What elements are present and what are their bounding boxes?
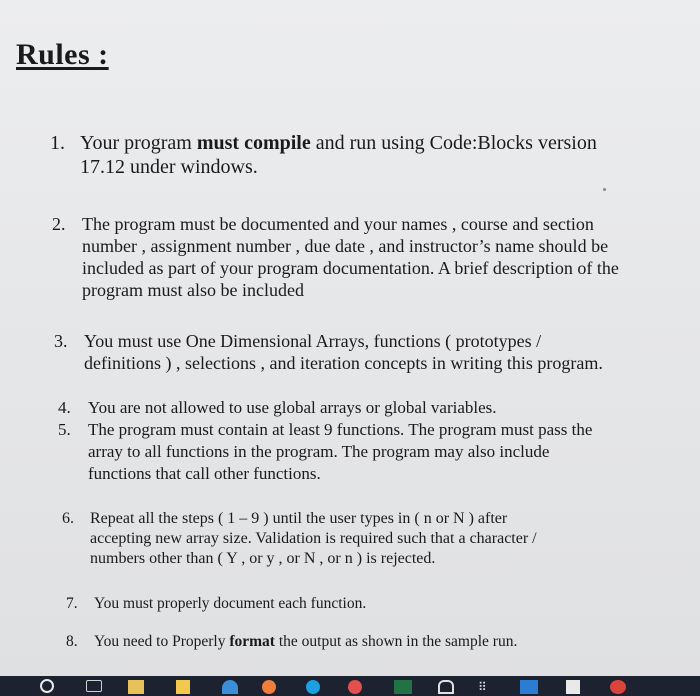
rule-line	[90, 509, 537, 529]
rule-run: Repeat all the steps ( 1 – 9 ) until the user types in ( n or N ) after	[90, 510, 508, 527]
rule-number: 3.	[54, 331, 68, 351]
rule-line	[82, 235, 619, 257]
rule-run: numbers other than ( Y , or y , or N , or n ) is rejected.	[90, 550, 436, 567]
task-view-icon[interactable]	[86, 680, 102, 692]
rule-number: 5.	[58, 420, 71, 439]
edge-icon[interactable]	[222, 680, 238, 694]
rule-run: 17.12 under windows.	[80, 156, 258, 178]
rule-text	[88, 397, 497, 419]
rule-run: definitions ) , selections , and iteration concepts in writing this program.	[84, 353, 603, 373]
rule-run: Your program	[80, 132, 197, 154]
lock-icon[interactable]	[438, 680, 454, 694]
rule-run: array to all functions in the program. The program may also include	[88, 442, 550, 461]
rules-heading: Rules :	[16, 38, 109, 71]
rule-text	[90, 509, 537, 569]
rule-number: 6.	[62, 510, 74, 527]
file-explorer-icon[interactable]	[128, 680, 144, 694]
rule-line	[88, 463, 592, 485]
paper-speck	[603, 188, 606, 191]
word-icon[interactable]	[520, 680, 538, 694]
rule-line	[88, 441, 592, 463]
rule-line	[82, 257, 619, 279]
rule-line	[80, 155, 597, 179]
rule-text	[94, 631, 517, 653]
rule-line	[84, 352, 603, 374]
rule-run: functions that call other functions.	[88, 464, 321, 483]
search-icon[interactable]	[40, 679, 54, 693]
folder-icon[interactable]	[176, 680, 190, 694]
rule-run: The program must be documented and your names , course and section	[82, 214, 594, 234]
apps-icon[interactable]: ⠿	[478, 680, 487, 694]
notepad-icon[interactable]	[566, 680, 580, 694]
rule-number: 7.	[66, 595, 78, 612]
rule-run: You are not allowed to use global arrays or global variables.	[88, 398, 497, 417]
rule-line	[88, 419, 592, 441]
rule-line	[90, 529, 537, 549]
rule-run: and run using Code:Blocks version	[310, 132, 597, 154]
rule-line	[90, 549, 537, 569]
rule-run: accepting new array size. Validation is required such that a character /	[90, 530, 537, 547]
rule-run: You must use One Dimensional Arrays, functions ( prototypes /	[84, 331, 542, 351]
rule-bold-run: must compile	[196, 132, 311, 154]
rule-number: 8.	[66, 633, 78, 650]
excel-icon[interactable]	[394, 680, 412, 694]
rule-line	[82, 213, 619, 235]
rule-bold-run: format	[229, 633, 275, 650]
rule-text	[84, 330, 603, 374]
rule-run: You must properly document each function.	[94, 595, 367, 612]
skype-icon[interactable]	[306, 680, 320, 694]
opera-icon[interactable]	[610, 680, 626, 694]
rule-run: the output as shown in the sample run.	[274, 633, 518, 650]
rule-text	[88, 419, 592, 485]
rule-run: program must also be included	[82, 280, 304, 300]
rule-line	[94, 631, 517, 653]
rule-text	[80, 131, 597, 179]
rule-text	[94, 593, 366, 615]
rule-line	[94, 593, 366, 615]
rule-number: 2.	[52, 214, 66, 234]
rule-number: 4.	[58, 398, 71, 417]
rule-line	[82, 279, 619, 301]
rule-line	[88, 397, 497, 419]
taskbar	[0, 676, 700, 696]
rule-run: number , assignment number , due date , and instructor’s name should be	[82, 236, 609, 256]
rule-run: The program must contain at least 9 functions. The program must pass the	[88, 420, 593, 439]
rule-line	[84, 330, 603, 352]
chrome-icon[interactable]	[348, 680, 362, 694]
rule-run: included as part of your program documentation. A brief description of the	[82, 258, 619, 278]
rule-run: You need to Properly	[94, 633, 230, 650]
rule-text	[82, 213, 619, 301]
rule-line	[80, 131, 597, 155]
firefox-icon[interactable]	[262, 680, 276, 694]
rule-number: 1.	[50, 132, 65, 154]
